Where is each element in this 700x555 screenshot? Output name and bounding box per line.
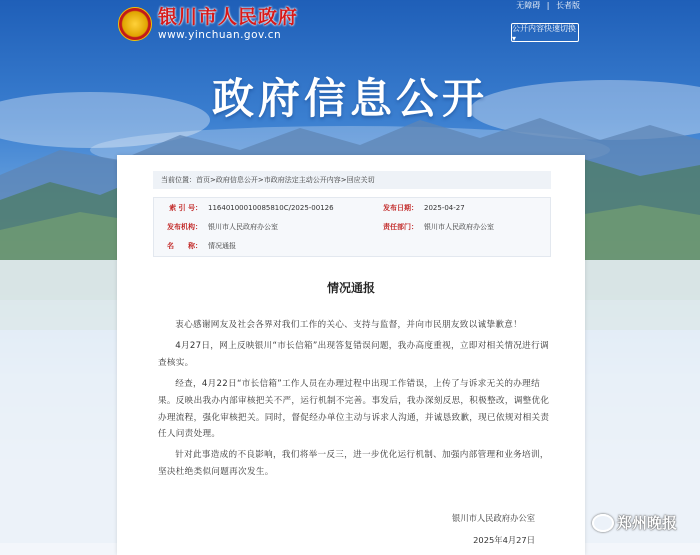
watermark-text: 郑州晚报 [617, 514, 678, 532]
name-label: 名 称： [167, 242, 202, 250]
name-value: 情况通报 [208, 242, 236, 250]
duty-label: 责任部门： [383, 223, 418, 231]
signature-org: 银川市人民政府办公室 [452, 513, 535, 523]
page-title: 政府信息公开 [211, 74, 488, 123]
paragraph: 经查，4月22日“市长信箱”工作人员在办理过程中出现工作错误，上传了与诉求无关的办理结果。反映出我办内部审核把关不严，运行机制不完善。事发后，我办深刻反思，积极整改，调整优化办理流程，强化审核把关。同时，督促经办单位主动与诉求人沟通，并诚恳致歉，现已依规对相关责任人问责处理。 [158, 379, 550, 440]
paragraph: 衷心感谢网友及社会各界对我们工作的关心、支持与监督，并向市民朋友致以诚挚歉意！ [175, 320, 523, 330]
date-value: 2025-04-27 [424, 204, 465, 212]
breadcrumb-label: 当前位置： [161, 176, 196, 184]
site-name: 银川市人民政府 [158, 6, 299, 28]
breadcrumb [153, 171, 551, 189]
weibo-icon [592, 514, 614, 532]
org-value: 银川市人民政府办公室 [208, 223, 278, 231]
national-emblem-icon [118, 7, 152, 41]
org-label: 发布机构： [167, 223, 202, 231]
document-title: 情况通报 [326, 281, 375, 295]
content-card [117, 155, 585, 555]
accessibility-link[interactable]: 无障碍 [516, 1, 541, 10]
duty-value: 银川市人民政府办公室 [424, 223, 494, 231]
site-url: www.yinchuan.gov.cn [158, 29, 282, 41]
index-label: 索 引 号： [169, 204, 202, 212]
document-body [158, 317, 550, 485]
document-signature [452, 507, 535, 551]
breadcrumb-path[interactable]: 首页>政府信息公开>市政府法定主动公开内容>回应关切 [196, 176, 375, 184]
site-logo[interactable] [118, 6, 298, 41]
paragraph: 4月27日，网上反映银川“市长信箱”出现答复错误问题，我办高度重视，立即对相关情况进行调查核实。 [158, 341, 549, 368]
paragraph: 针对此事造成的不良影响，我们将举一反三，进一步优化运行机制、加强内部管理和业务培训，坚决杜绝类似问题再次发生。 [158, 450, 549, 478]
signature-date: 2025年4月27日 [473, 535, 535, 545]
document-meta-table [153, 197, 551, 257]
elderly-mode-link[interactable]: 长者版 [556, 1, 580, 10]
watermark [592, 512, 677, 533]
date-label: 发布日期： [383, 204, 418, 212]
index-value: 11640100010085810C/2025-00126 [208, 204, 334, 212]
content-switch-button[interactable]: 公开内容快速切换 ▾ [511, 23, 579, 42]
top-links: 无障碍 | 长者版 [516, 1, 580, 10]
